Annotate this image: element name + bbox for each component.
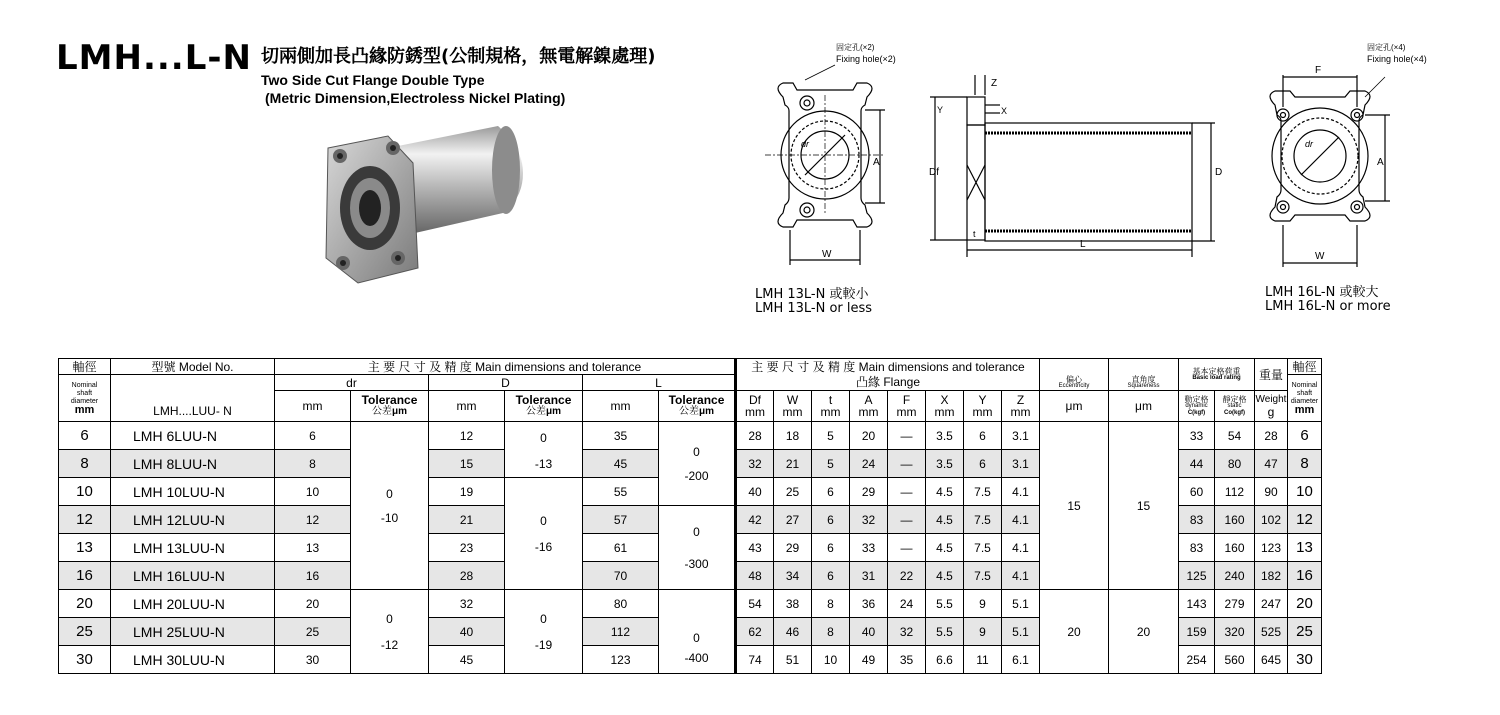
header-F (888, 391, 926, 422)
cell-dr: 16 (275, 562, 351, 590)
tol-upper: 0 (540, 431, 547, 445)
cell-X: 3.5 (926, 422, 964, 450)
cell-F: — (888, 534, 926, 562)
cell-dynamic: 125 (1179, 562, 1215, 590)
header-dr: dr (275, 375, 429, 391)
cell-model: LMH 13LUU-N (111, 534, 275, 562)
cell-static: 279 (1215, 590, 1255, 618)
cell-dr: 13 (275, 534, 351, 562)
cell-dynamic: 33 (1179, 422, 1215, 450)
header-F-mm: mm (896, 405, 917, 419)
header-t-mm: mm (820, 405, 841, 419)
cell-shaft-right: 30 (1288, 646, 1322, 674)
cell-Y: 7.5 (964, 506, 1002, 534)
tol-lower: -10 (380, 510, 399, 525)
header-static (1215, 391, 1255, 422)
cell-D: 45 (429, 646, 505, 674)
cell-D-tol-group-1 (505, 422, 583, 478)
cell-Z: 5.1 (1002, 618, 1040, 646)
header-weight-en: Weight (1255, 394, 1287, 405)
header-dynamic (1179, 391, 1215, 422)
cell-shaft: 13 (59, 534, 111, 562)
cell-Df: 43 (736, 534, 774, 562)
caption-small-models (755, 288, 872, 316)
cell-W: 21 (774, 450, 812, 478)
cell-Df: 32 (736, 450, 774, 478)
cell-static: 240 (1215, 562, 1255, 590)
cell-W: 27 (774, 506, 812, 534)
cell-dynamic: 159 (1179, 618, 1215, 646)
cell-L-tol-group-2 (659, 506, 736, 590)
tol-lower: -19 (534, 637, 553, 652)
cell-static: 54 (1215, 422, 1255, 450)
cell-model: LMH 20LUU-N (111, 590, 275, 618)
header-F-label: F (902, 393, 911, 407)
tol-cn: 公差 (525, 406, 546, 417)
cell-X: 4.5 (926, 534, 964, 562)
cell-W: 18 (774, 422, 812, 450)
cell-weight: 247 (1255, 590, 1288, 618)
cell-dr: 6 (275, 422, 351, 450)
cell-F: — (888, 422, 926, 450)
tol-lower: -300 (684, 556, 709, 571)
cell-Y: 9 (964, 618, 1002, 646)
cell-shaft-right: 20 (1288, 590, 1322, 618)
cell-F: — (888, 506, 926, 534)
cell-Z: 4.1 (1002, 506, 1040, 534)
cell-Z: 3.1 (1002, 450, 1040, 478)
cell-static: 160 (1215, 506, 1255, 534)
cell-model: LMH 16LUU-N (111, 562, 275, 590)
tol-unit-row (659, 406, 734, 418)
cell-Df: 54 (736, 590, 774, 618)
dim-dr-left: dr (801, 139, 810, 149)
cell-dr-tol-group-2 (351, 590, 429, 674)
cell-W: 29 (774, 534, 812, 562)
cell-D: 32 (429, 590, 505, 618)
header-shaft-en-right-text: Nominal shaft diameter (1290, 382, 1319, 405)
cell-weight: 645 (1255, 646, 1288, 674)
cell-W: 25 (774, 478, 812, 506)
header-squareness (1109, 359, 1179, 391)
cell-shaft-right: 25 (1288, 618, 1322, 646)
cell-X: 4.5 (926, 506, 964, 534)
cell-shaft: 30 (59, 646, 111, 674)
dim-f: F (1315, 65, 1322, 76)
cell-t: 8 (812, 618, 850, 646)
cell-Z: 4.1 (1002, 534, 1040, 562)
cell-squareness-group-1: 15 (1109, 422, 1179, 590)
header-X (926, 391, 964, 422)
fixing-hole-cn-left: 固定孔(×2) (836, 43, 875, 52)
fixing-hole-en-left: Fixing hole(×2) (836, 54, 896, 64)
header-L: L (583, 375, 736, 391)
cell-A: 31 (850, 562, 888, 590)
header-eccentricity (1040, 359, 1109, 391)
cell-shaft: 12 (59, 506, 111, 534)
header-main-dims-1: 主 要 尺 寸 及 精 度 Main dimensions and tolerance (275, 359, 736, 375)
cell-shaft: 25 (59, 618, 111, 646)
cell-static: 160 (1215, 534, 1255, 562)
tol-cn: 公差 (678, 406, 699, 417)
cell-model: LMH 6LUU-N (111, 422, 275, 450)
cell-dr: 12 (275, 506, 351, 534)
cell-shaft-right: 6 (1288, 422, 1322, 450)
subtitle-line-2: (Metric Dimension,Electroless Nickel Plating) (265, 90, 566, 106)
page-title-chinese: 切兩側加長凸緣防銹型(公制規格，無電解鎳處理) (261, 46, 656, 67)
tol-upper: 0 (693, 524, 700, 539)
tol-um: μm (698, 406, 714, 417)
cell-Df: 74 (736, 646, 774, 674)
dimension-table (58, 358, 1322, 674)
cell-L-tol-group-1 (659, 422, 736, 506)
dim-a-left: A (873, 157, 880, 168)
cell-A: 33 (850, 534, 888, 562)
caption-large-en: LMH 16L-N or more (1265, 299, 1391, 314)
cell-L: 55 (583, 478, 659, 506)
tol-upper: 0 (540, 513, 547, 528)
header-shaft-en-right (1288, 375, 1322, 422)
header-dyn-unit: C(kgf) (1187, 409, 1206, 416)
header-t-label: t (828, 393, 833, 407)
header-L-tolerance (659, 391, 736, 422)
header-eccentricity-en: Eccentricity (1058, 383, 1090, 389)
dim-x: X (1001, 106, 1008, 116)
dim-t: t (973, 229, 976, 239)
cell-eccentricity-group-1: 15 (1040, 422, 1109, 590)
header-flange: 凸緣 Flange (736, 375, 1040, 391)
cell-model: LMH 30LUU-N (111, 646, 275, 674)
cell-Df: 40 (736, 478, 774, 506)
header-model-sub: LMH....LUU- N (111, 375, 275, 422)
cell-D: 23 (429, 534, 505, 562)
header-load-cn: 基本定格荷重 (1192, 366, 1241, 376)
cell-A: 24 (850, 450, 888, 478)
cell-L: 80 (583, 590, 659, 618)
cell-dynamic: 60 (1179, 478, 1215, 506)
cell-A: 36 (850, 590, 888, 618)
header-L-mm: mm (583, 391, 659, 422)
cell-weight: 28 (1255, 422, 1288, 450)
cell-static: 112 (1215, 478, 1255, 506)
page-title: LMH...L-N (56, 38, 252, 78)
tol-label: Tolerance (515, 393, 572, 407)
cell-D: 19 (429, 478, 505, 506)
cell-Z: 6.1 (1002, 646, 1040, 674)
cell-Y: 11 (964, 646, 1002, 674)
cell-L: 70 (583, 562, 659, 590)
cell-D: 21 (429, 506, 505, 534)
cell-L: 112 (583, 618, 659, 646)
cell-F: 32 (888, 618, 926, 646)
cell-shaft: 16 (59, 562, 111, 590)
cell-Df: 42 (736, 506, 774, 534)
tol-lower: -13 (534, 457, 553, 471)
cell-Y: 7.5 (964, 534, 1002, 562)
cell-X: 5.5 (926, 618, 964, 646)
dim-df: Df (929, 167, 939, 178)
caption-large-cn: LMH 16L-N 或較大 (1265, 285, 1379, 300)
cell-Z: 4.1 (1002, 478, 1040, 506)
header-shaft-en (59, 375, 111, 422)
cell-D-tol-group-2 (505, 478, 583, 590)
cell-static: 560 (1215, 646, 1255, 674)
header-A-label: A (864, 393, 873, 407)
cell-Y: 9 (964, 590, 1002, 618)
cell-dynamic: 143 (1179, 590, 1215, 618)
header-weight-cn: 重量 (1255, 359, 1288, 391)
header-Df (736, 391, 774, 422)
cell-t: 10 (812, 646, 850, 674)
cell-dynamic: 83 (1179, 534, 1215, 562)
tol-label: Tolerance (361, 393, 418, 407)
cell-Z: 5.1 (1002, 590, 1040, 618)
header-main-dims-2: 主 要 尺 寸 及 精 度 Main dimensions and tolerance (736, 359, 1040, 375)
cell-shaft: 20 (59, 590, 111, 618)
cell-shaft: 6 (59, 422, 111, 450)
tol-label: Tolerance (668, 393, 725, 407)
cell-W: 38 (774, 590, 812, 618)
cell-shaft: 8 (59, 450, 111, 478)
header-dyn-cn: 動定格 (1184, 394, 1209, 404)
cell-t: 6 (812, 534, 850, 562)
cell-shaft-right: 13 (1288, 534, 1322, 562)
cell-X: 4.5 (926, 562, 964, 590)
header-sta-cn: 靜定格 (1222, 394, 1247, 404)
header-shaft-cn-right: 軸徑 (1288, 359, 1322, 375)
header-Y-mm: mm (972, 405, 993, 419)
cell-L: 45 (583, 450, 659, 478)
header-sta-en: static (1227, 402, 1242, 409)
technical-drawings (745, 35, 1465, 285)
cell-D: 40 (429, 618, 505, 646)
header-t (812, 391, 850, 422)
dim-z: Z (991, 78, 998, 89)
tol-lower: -200 (684, 468, 709, 483)
cell-X: 5.5 (926, 590, 964, 618)
caption-large-models (1265, 286, 1391, 314)
cell-L-tol-group-3 (659, 590, 736, 674)
header-W (774, 391, 812, 422)
cell-shaft-right: 12 (1288, 506, 1322, 534)
dim-w-right: W (1315, 251, 1325, 262)
header-load-en: Basic load rating (1192, 374, 1241, 381)
header-A-mm: mm (858, 405, 879, 419)
cell-static: 80 (1215, 450, 1255, 478)
tol-lower: -16 (534, 539, 553, 554)
cell-dynamic: 83 (1179, 506, 1215, 534)
header-X-label: X (940, 393, 949, 407)
cell-dr: 10 (275, 478, 351, 506)
header-squareness-en: Squareness (1127, 383, 1160, 389)
tol-unit-row (505, 406, 582, 418)
cell-W: 46 (774, 618, 812, 646)
table-body (59, 422, 1322, 674)
cell-Df: 62 (736, 618, 774, 646)
cell-dr: 8 (275, 450, 351, 478)
cell-weight: 47 (1255, 450, 1288, 478)
tol-unit-row (351, 406, 428, 418)
tol-upper: 0 (386, 611, 393, 626)
cell-shaft-right: 16 (1288, 562, 1322, 590)
cell-weight: 182 (1255, 562, 1288, 590)
cell-squareness-group-2: 20 (1109, 590, 1179, 674)
cell-D: 15 (429, 450, 505, 478)
header-Y (964, 391, 1002, 422)
cell-weight: 90 (1255, 478, 1288, 506)
cell-model: LMH 25LUU-N (111, 618, 275, 646)
dim-dr-right: dr (1305, 139, 1314, 149)
cell-model: LMH 8LUU-N (111, 450, 275, 478)
cell-shaft-right: 8 (1288, 450, 1322, 478)
cell-D-tol-group-3 (505, 590, 583, 674)
header-Y-label: Y (978, 393, 987, 407)
fixing-hole-cn-right: 固定孔(×4) (1367, 43, 1406, 52)
tol-lower: -12 (380, 637, 399, 652)
dim-d: D (1215, 167, 1223, 178)
cell-Z: 3.1 (1002, 422, 1040, 450)
header-A (850, 391, 888, 422)
header-Z (1002, 391, 1040, 422)
cell-eccentricity-group-2: 20 (1040, 590, 1109, 674)
header-Df-mm: mm (745, 405, 765, 419)
cell-A: 29 (850, 478, 888, 506)
cell-model: LMH 10LUU-N (111, 478, 275, 506)
cell-dr-tol-group-1 (351, 422, 429, 590)
cell-Z: 4.1 (1002, 562, 1040, 590)
product-photo (318, 118, 533, 293)
header-W-mm: mm (782, 405, 803, 419)
cell-X: 4.5 (926, 478, 964, 506)
cell-Y: 6 (964, 422, 1002, 450)
header-shaft-cn: 軸徑 (59, 359, 111, 375)
header-W-label: W (786, 393, 799, 407)
cell-Y: 7.5 (964, 478, 1002, 506)
tol-upper: 0 (540, 611, 547, 626)
subtitle-line-1: Two Side Cut Flange Double Type (261, 72, 485, 88)
cell-dynamic: 44 (1179, 450, 1215, 478)
cell-weight: 102 (1255, 506, 1288, 534)
header-X-mm: mm (934, 405, 955, 419)
cell-Df: 48 (736, 562, 774, 590)
tol-lower: -400 (684, 651, 709, 665)
cell-weight: 123 (1255, 534, 1288, 562)
tol-upper: 0 (386, 486, 393, 501)
cell-L: 57 (583, 506, 659, 534)
cell-X: 6.6 (926, 646, 964, 674)
header-shaft-mm: mm (74, 404, 95, 416)
caption-small-cn: LMH 13L-N 或較小 (755, 287, 869, 302)
cell-t: 6 (812, 562, 850, 590)
header-Df-label: Df (749, 393, 761, 407)
cell-L: 61 (583, 534, 659, 562)
header-D-tolerance (505, 391, 583, 422)
cell-dr: 30 (275, 646, 351, 674)
header-shaft-mm-right: mm (1294, 404, 1315, 416)
header-squareness-cn: 直角度 (1131, 375, 1156, 384)
header-shaft-en-text: Nominal shaft diameter (70, 382, 99, 405)
cell-A: 49 (850, 646, 888, 674)
cell-F: 22 (888, 562, 926, 590)
cell-X: 3.5 (926, 450, 964, 478)
tol-upper: 0 (693, 444, 700, 459)
header-ecc-unit: μm (1040, 391, 1109, 422)
cell-F: — (888, 478, 926, 506)
cell-L: 35 (583, 422, 659, 450)
cell-A: 40 (850, 618, 888, 646)
dim-w-left: W (822, 249, 832, 260)
cell-Df: 28 (736, 422, 774, 450)
cell-t: 5 (812, 422, 850, 450)
header-load-rating (1179, 359, 1255, 391)
cell-D: 12 (429, 422, 505, 450)
header-D-mm: mm (429, 391, 505, 422)
cell-W: 34 (774, 562, 812, 590)
header-dr-mm: mm (275, 391, 351, 422)
cell-t: 6 (812, 506, 850, 534)
header-sta-unit: Co(kgf) (1224, 409, 1245, 416)
header-weight (1255, 391, 1288, 422)
fixing-hole-en-right: Fixing hole(×4) (1367, 54, 1427, 64)
header-weight-unit: g (1267, 405, 1275, 419)
cell-W: 51 (774, 646, 812, 674)
header-D: D (429, 375, 583, 391)
cell-Y: 7.5 (964, 562, 1002, 590)
cell-L: 123 (583, 646, 659, 674)
tol-um: μm (391, 406, 407, 417)
tol-cn: 公差 (371, 406, 392, 417)
front-view-large (1270, 75, 1390, 267)
cell-dynamic: 254 (1179, 646, 1215, 674)
cell-A: 32 (850, 506, 888, 534)
cell-Y: 6 (964, 450, 1002, 478)
cell-t: 5 (812, 450, 850, 478)
cell-shaft: 10 (59, 478, 111, 506)
cell-dr: 20 (275, 590, 351, 618)
header-dyn-en: dynamic (1185, 402, 1208, 409)
header-sq-unit: μm (1109, 391, 1179, 422)
cell-dr: 25 (275, 618, 351, 646)
header-Z-label: Z (1016, 393, 1025, 407)
cell-static: 320 (1215, 618, 1255, 646)
cell-D: 28 (429, 562, 505, 590)
header-Z-mm: mm (1010, 405, 1031, 419)
cell-t: 6 (812, 478, 850, 506)
header-model: 型號 Model No. (111, 359, 275, 375)
cell-F: 24 (888, 590, 926, 618)
cell-t: 8 (812, 590, 850, 618)
cell-F: — (888, 450, 926, 478)
header-dr-tolerance (351, 391, 429, 422)
cell-A: 20 (850, 422, 888, 450)
caption-small-en: LMH 13L-N or less (755, 301, 873, 316)
dim-y: Y (937, 105, 944, 115)
dim-l: L (1080, 239, 1086, 250)
cell-model: LMH 12LUU-N (111, 506, 275, 534)
cell-weight: 525 (1255, 618, 1288, 646)
cell-F: 35 (888, 646, 926, 674)
tol-um: μm (545, 406, 561, 417)
cell-shaft-right: 10 (1288, 478, 1322, 506)
tol-upper: 0 (693, 631, 700, 645)
front-view-small (765, 65, 885, 265)
header-eccentricity-cn: 偏心 (1066, 375, 1082, 384)
dim-a-right: A (1377, 157, 1384, 168)
